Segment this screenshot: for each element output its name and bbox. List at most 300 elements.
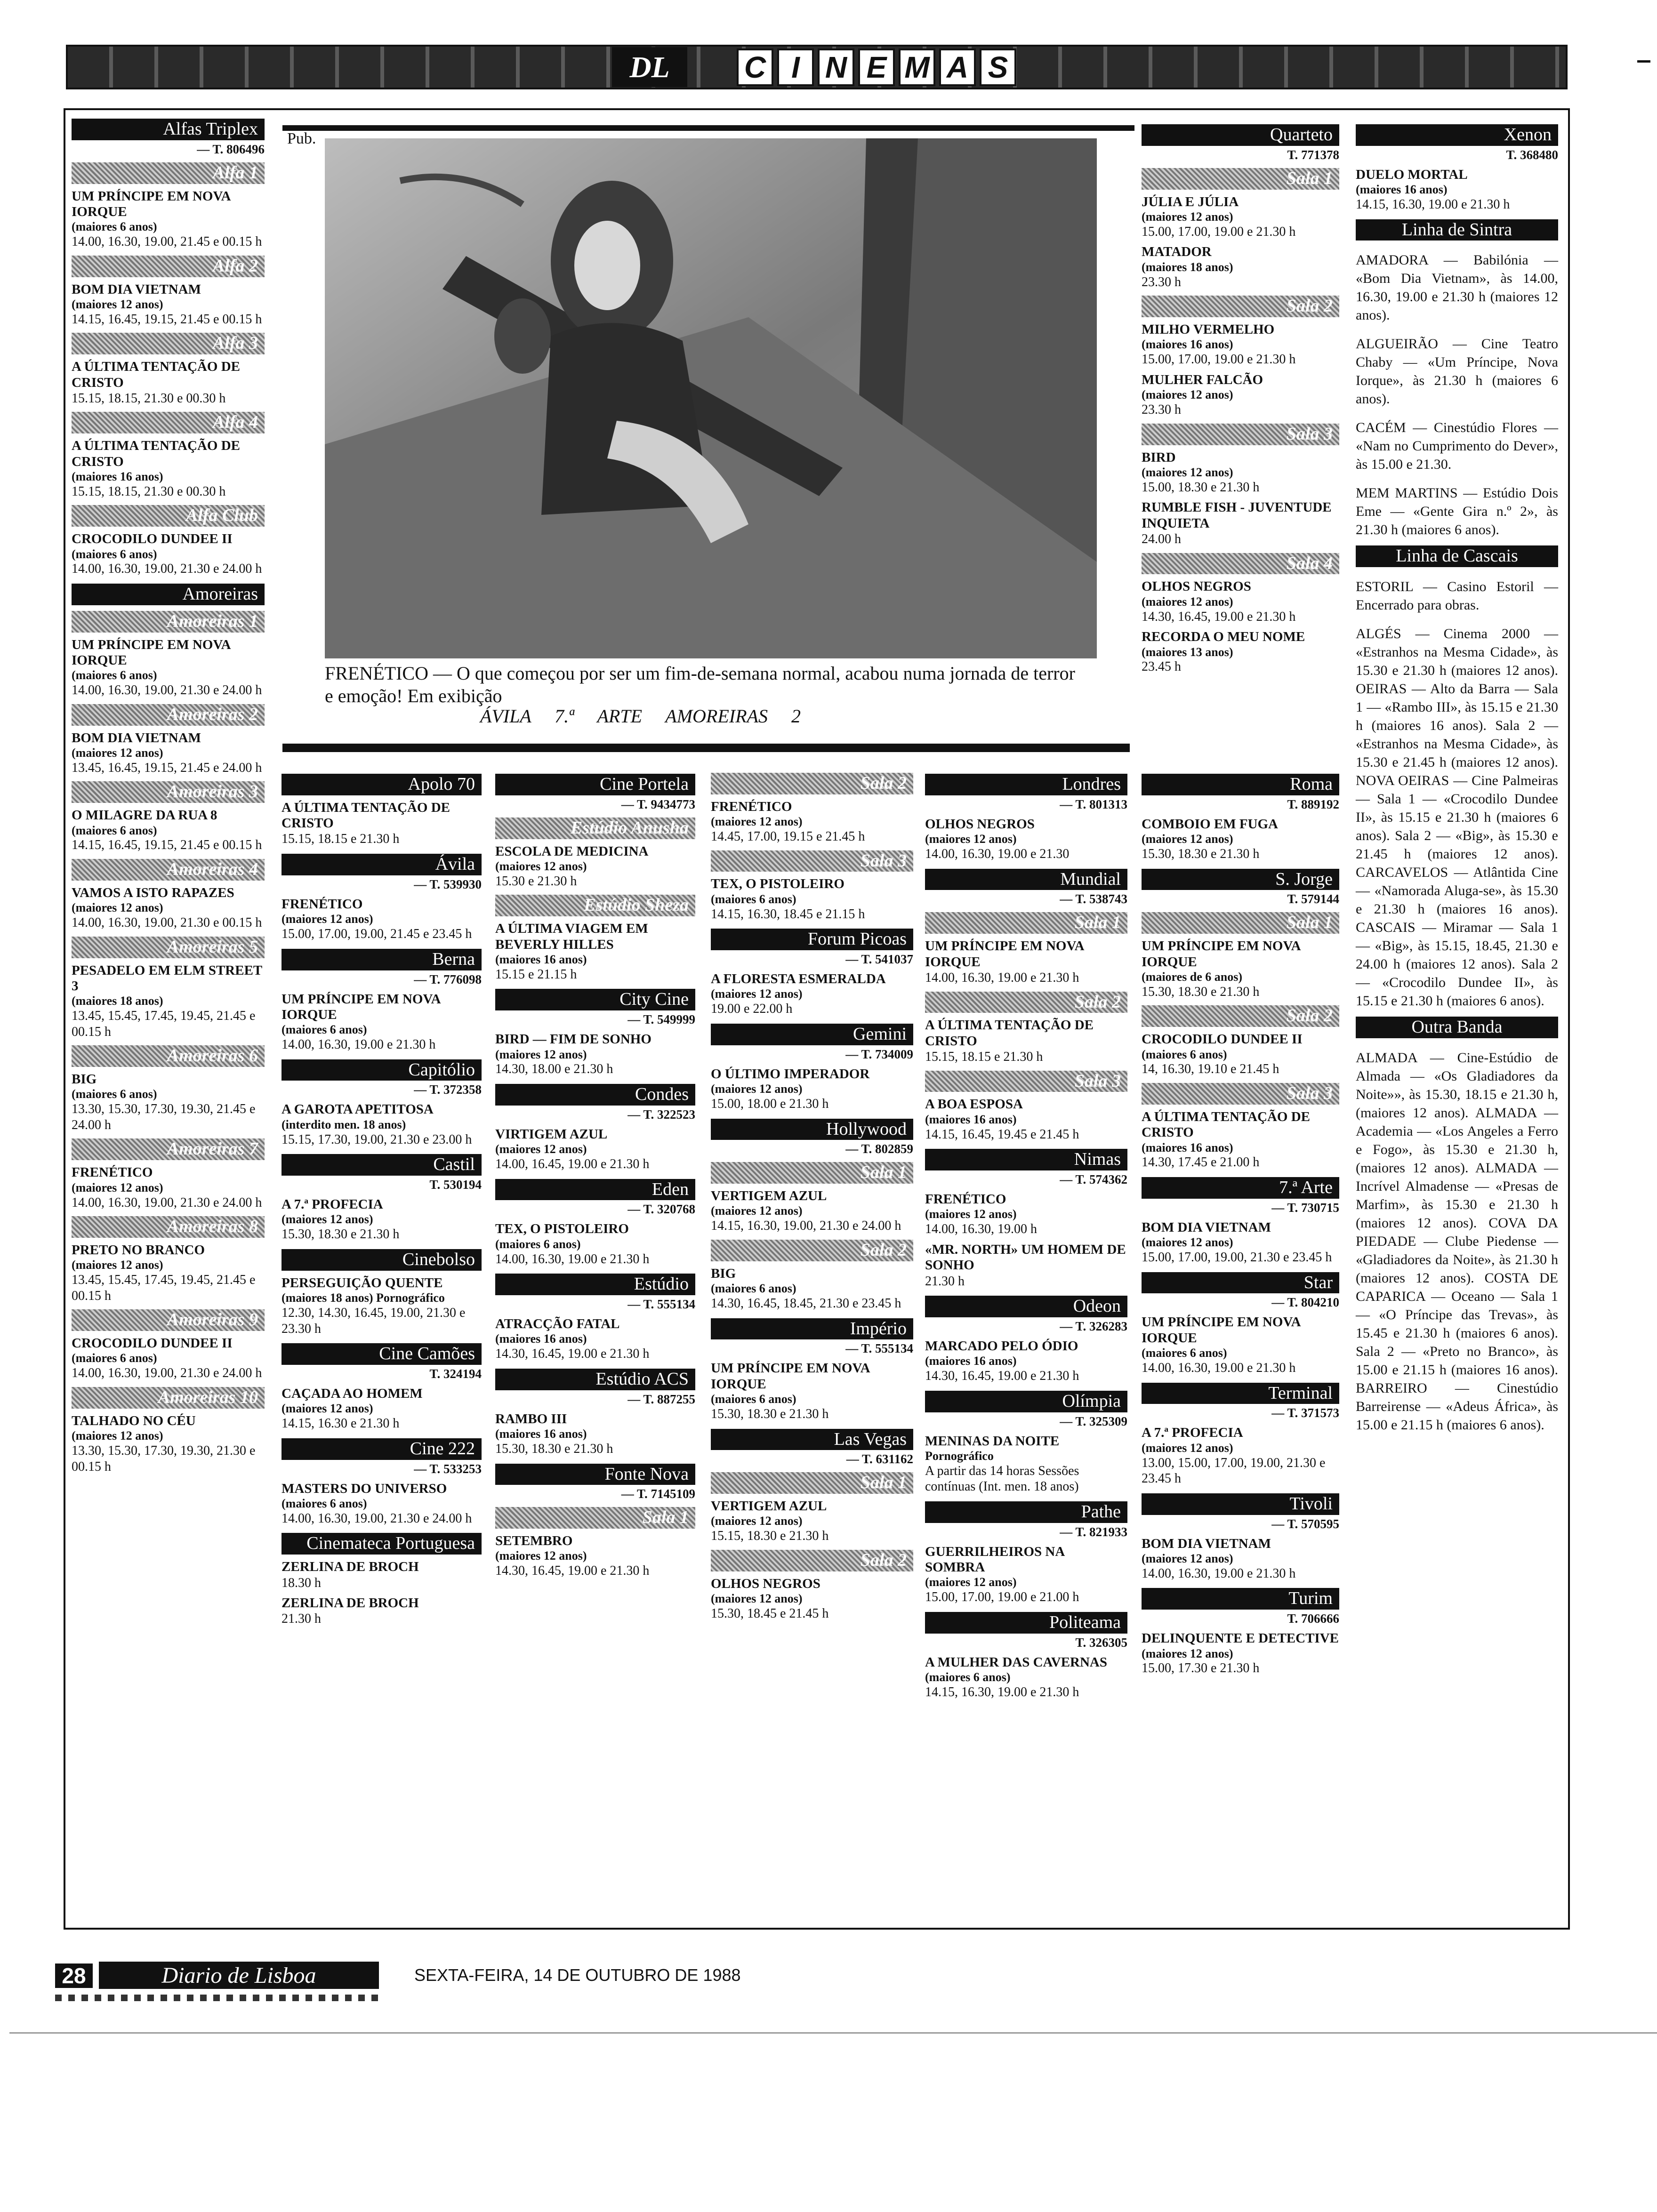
- film-times: 21.30 h: [925, 1274, 965, 1289]
- film-times: 15.15, 18.30 e 21.30 h: [711, 1529, 829, 1544]
- film-times: 14.15, 16.30, 18.45 e 21.15 h: [711, 906, 865, 922]
- film-title: TEX, O PISTOLEIRO: [495, 1221, 629, 1237]
- cinema-phone: — T. 806496: [197, 142, 265, 156]
- film-times: 23.45 h: [1142, 659, 1181, 674]
- film-times: 14.00, 16.30, 19.00 e 21.30 h: [925, 970, 1079, 985]
- cinema-header: Nimas: [925, 1149, 1127, 1170]
- film-entry: [925, 1192, 1127, 1237]
- film-times: 15.00, 17.00, 19.00 e 21.30 h: [1142, 352, 1296, 367]
- film-entry: [72, 438, 265, 499]
- film-title: VAMOS A ISTO RAPAZES: [72, 885, 234, 900]
- film-rating: (maiores 16 anos): [925, 1112, 1017, 1126]
- film-times: 15.30, 18.30 e 21.30 h: [1142, 847, 1260, 862]
- film-entry: [495, 1221, 695, 1267]
- film-entry: [1142, 629, 1339, 675]
- film-title: A FLORESTA ESMERALDA: [711, 971, 886, 987]
- cinema-header: Condes: [495, 1084, 695, 1106]
- cinema-header: Berna: [282, 949, 482, 970]
- film-title: CROCODILO DUNDEE II: [72, 1336, 233, 1351]
- film-rating: (maiores 6 anos): [72, 823, 157, 837]
- film-rating: (maiores 6 anos): [282, 1023, 367, 1037]
- film-rating: (maiores 12 anos): [925, 1575, 1017, 1589]
- film-entry: [282, 800, 482, 847]
- screen-header: Amoreiras 9: [72, 1309, 265, 1331]
- film-times: 14.15, 16.30, 19.00 e 21.30 h: [1356, 197, 1510, 212]
- film-entry: [72, 282, 265, 328]
- film-times: 15.00, 17.00, 19.00, 21.30 e 23.45 h: [1142, 1250, 1332, 1265]
- film-rating: (maiores 12 anos): [711, 1204, 803, 1218]
- title-letter: S: [980, 48, 1016, 86]
- cinema-header: City Cine: [495, 989, 695, 1010]
- film-rating: (maiores 12 anos): [1142, 1551, 1233, 1565]
- film-rating: (maiores 16 anos): [925, 1354, 1017, 1368]
- cinema-phone: — T. 538743: [1060, 892, 1127, 906]
- film-rating: (maiores 12 anos): [711, 1082, 803, 1096]
- film-times: 14.15, 16.45, 19.45 e 21.45 h: [925, 1127, 1079, 1142]
- region-header: Linha de Cascais: [1356, 545, 1558, 567]
- cinema-phone: — T. 7145109: [621, 1487, 695, 1501]
- film-title: UM PRÍNCIPE EM NOVA IORQUE: [72, 637, 230, 668]
- film-rating: (maiores 12 anos): [72, 297, 163, 311]
- column-5: [925, 767, 1127, 1700]
- film-times: 15.30, 18.30 e 21.30 h: [1142, 984, 1260, 999]
- film-times: 14.00, 16.30, 19.00 e 21.30 h: [282, 1037, 436, 1052]
- film-times: 12.30, 14.30, 16.45, 19.00, 21.30 e 23.30 h: [282, 1305, 466, 1336]
- cinema-phone: — T. 734009: [845, 1047, 913, 1061]
- film-title: A ÚLTIMA TENTAÇÃO DE CRISTO: [72, 359, 241, 390]
- film-rating: (maiores 12 anos): [72, 1429, 163, 1443]
- regional-listing: ALMADA — Cine-Estúdio de Almada — «Os Gladiadores da Noite»», às 15.30, 18.15 e 21.30 h, (maiores 12 anos). ALMADA — Academia — «Los Angeles a Ferro e Fogo», às 15.30 e 21.30 h, (maiores 12 anos). ALMADA — Incrível Almadense — «Presas de Marfim», às 15.30 e 21.30 h (maiores 12 anos). COVA DA PIEDADE — Clube Piedense — «Gladiadores da Noite», às 21.30 h (maiores 12 anos). COSTA DE CAPARICA — Oceano — Sala 1 — «O Príncipe das Trevas», às 15.45 e 21.30 h (maiores 6 anos). Sala 2 — «Preto no Branco», às 15.00 e 21.15 h (maiores 16 anos). BARREIRO — Cinestúdio Barreirense — «Adeus África», às 15.00 e 21.15 h (maiores 6 anos).: [1356, 1050, 1558, 1433]
- film-title: BIRD: [1142, 449, 1176, 465]
- film-rating: (maiores 12 anos): [1142, 209, 1233, 224]
- regional-listing: AMADORA — Babilónia — «Bom Dia Vietnam», às 14.00, 16.30, 19.00 e 21.30 h (maiores 12 anos).: [1356, 252, 1558, 323]
- cinema-phone: — T. 549999: [627, 1012, 695, 1027]
- film-rating: (maiores 12 anos): [282, 1402, 373, 1416]
- film-title: VERTIGEM AZUL: [711, 1499, 827, 1514]
- film-times: 14.30, 16.45, 19.00 e 21.30 h: [925, 1369, 1079, 1384]
- regional-listing: ALGUEIRÃO — Cine Teatro Chaby — «Um Príncipe, Nova Iorque», às 21.30 h (maiores 6 anos).: [1356, 336, 1558, 407]
- regional-listing: CACÉM — Cinestúdio Flores — «Nam no Cumprimento do Dever», às 15.00 e 21.30.: [1356, 420, 1558, 473]
- film-rating: (maiores 6 anos): [72, 1351, 157, 1365]
- cinema-phone: — T. 326283: [1060, 1319, 1127, 1333]
- cinema-header: Apolo 70: [282, 774, 482, 795]
- film-rating: (maiores 16 anos): [495, 952, 587, 966]
- cinema-phone: — T. 539930: [414, 877, 482, 891]
- film-rating: (maiores 6 anos): [495, 1237, 581, 1251]
- cinema-header: Cine 222: [282, 1438, 482, 1460]
- regional-listing: ALGÉS — Cinema 2000 — «Estranhos na Mesma Cidade», às 15.30 e 21.30 h (maiores 12 anos). OEIRAS — Alto da Barra — Sala 1 — «Rambo III», às 15.15 e 21.30 h (maiores 16 anos). Sala 2 — «Estranhos na Mesma Cidade», às 15.30 e 21.45 h (maiores 12 anos). NOVA OEIRAS — Cine Palmeiras — Sala 1 — «Crocodilo Dundee II», às 15.15 e 21.30 h (maiores 6 anos). Sala 2 — «Big», às 15.30 e 21.45 h (maiores 12 anos). CARCAVELOS — Atlântida Cine — «Namorada Aluga-se», às 15.30 e 21.30 h (maiores 16 anos). CASCAIS — Miramar — Sala 1 — «Big», às 15.15, 18.45, 21.30 e 24.00 h (maiores 12 anos). Sala 2 — «Crocodilo Dundee II», às 15.15 e 21.30 h (maiores 6 anos).: [1356, 626, 1558, 1009]
- film-rating: (maiores 12 anos): [925, 1207, 1017, 1221]
- cinema-phone: — T. 325309: [1060, 1414, 1127, 1428]
- film-title: MASTERS DO UNIVERSO: [282, 1481, 447, 1496]
- title-letter: E: [858, 48, 895, 86]
- film-title: VERTIGEM AZUL: [711, 1188, 827, 1204]
- film-rating: (maiores 12 anos): [711, 815, 803, 829]
- cinema-phone: T. 326305: [1075, 1635, 1127, 1650]
- film-entry: [711, 1499, 913, 1544]
- screen-header: Sala 2: [1142, 296, 1339, 317]
- film-times: 14.00, 16.30, 19.00, 21.30 e 24.00 h: [72, 1195, 262, 1210]
- screen-header: Amoreiras 7: [72, 1138, 265, 1160]
- bottom-rule: [9, 2032, 1657, 2034]
- section-title: [737, 48, 1020, 86]
- screen-header: Alfa 3: [72, 333, 265, 354]
- film-entry: [711, 1361, 913, 1422]
- film-times: 14.30, 18.00 e 21.30 h: [495, 1062, 613, 1077]
- film-title: A ÚLTIMA TENTAÇÃO DE CRISTO: [282, 800, 450, 831]
- film-rating: (maiores 6 anos): [711, 1392, 796, 1406]
- ad-bottom-rule: [282, 744, 1130, 752]
- film-title: A BOA ESPOSA: [925, 1097, 1023, 1112]
- film-entry: [72, 1242, 265, 1304]
- advertisement: [282, 123, 1134, 754]
- film-entry: [72, 1072, 265, 1133]
- film-title: PRETO NO BRANCO: [72, 1242, 205, 1258]
- cinema-phone: — T. 804210: [1271, 1295, 1339, 1310]
- cinema-phone: — T. 631162: [846, 1452, 913, 1467]
- film-title: UM PRÍNCIPE EM NOVA IORQUE: [282, 991, 440, 1022]
- cinema-header: Amoreiras: [72, 584, 265, 605]
- cinema-phone: T. 771378: [1287, 147, 1339, 162]
- film-rating: (interdito men. 18 anos): [282, 1117, 406, 1131]
- cinema-header: Odeon: [925, 1296, 1127, 1317]
- film-rating: (maiores 12 anos): [282, 912, 373, 926]
- ad-cinemas: ÁVILA 7.ª ARTE AMOREIRAS 2: [480, 705, 801, 727]
- film-entry: [925, 817, 1127, 862]
- film-entry: [1356, 167, 1558, 213]
- column-4: [711, 767, 913, 1622]
- film-rating: (maiores 12 anos): [72, 1258, 163, 1272]
- cinema-phone: — T. 887255: [627, 1392, 695, 1406]
- regional-listing: ESTORIL — Casino Estoril — Encerrado para obras.: [1356, 579, 1558, 613]
- cinema-phone: — T. 541037: [845, 952, 913, 967]
- film-title: MARCADO PELO ÓDIO: [925, 1338, 1078, 1354]
- cinema-phone: — T. 570595: [1271, 1516, 1339, 1531]
- cinema-header: Olímpia: [925, 1391, 1127, 1412]
- film-title: CROCODILO DUNDEE II: [72, 531, 233, 547]
- film-entry: [1142, 1631, 1339, 1676]
- film-title: ZERLINA DE BROCH: [282, 1559, 419, 1575]
- film-rating: (maiores 12 anos): [495, 1549, 587, 1563]
- film-entry: [925, 1097, 1127, 1142]
- cinema-phone: — T. 802859: [845, 1142, 913, 1156]
- film-times: 14.00, 16.30, 19.00, 21.30 e 24.00 h: [72, 1366, 262, 1381]
- screen-header: Sala 3: [925, 1071, 1127, 1092]
- film-title: UM PRÍNCIPE EM NOVA IORQUE: [1142, 938, 1300, 970]
- film-title: JÚLIA E JÚLIA: [1142, 194, 1239, 209]
- film-entry: [711, 876, 913, 922]
- cinema-phone: — T. 730715: [1271, 1200, 1339, 1215]
- cinema-phone: — T. 320768: [627, 1202, 695, 1217]
- film-title: BIRD — FIM DE SONHO: [495, 1032, 652, 1047]
- film-rating: (maiores 12 anos): [711, 1592, 803, 1606]
- film-title: FRENÉTICO: [72, 1165, 153, 1180]
- film-times: 14.30, 16.45, 19.00 e 21.30 h: [495, 1346, 650, 1362]
- title-letter: N: [818, 48, 854, 86]
- newspaper-name: Diario de Lisboa: [99, 1962, 379, 1989]
- film-title: A ÚLTIMA TENTAÇÃO DE CRISTO: [1142, 1109, 1311, 1140]
- screen-header: Sala 2: [711, 773, 913, 794]
- cinema-phone: — T. 555134: [627, 1297, 695, 1312]
- film-entry: [72, 730, 265, 776]
- film-times: 15.30, 18.30 e 21.30 h: [711, 1406, 829, 1421]
- cinema-header: Cine Portela: [495, 774, 695, 795]
- cinema-phone: — T. 801313: [1060, 797, 1127, 811]
- film-entry: [72, 1413, 265, 1475]
- film-times: 15.15, 17.30, 19.00, 21.30 e 23.00 h: [282, 1132, 472, 1147]
- footer-ornament: [55, 1995, 380, 2001]
- film-times: 15.30, 18.30 e 21.30 h: [495, 1441, 613, 1456]
- cinema-header: Cine Camões: [282, 1343, 482, 1365]
- screen-header: Estúdio Sheza: [495, 895, 695, 916]
- film-title: ATRACÇÃO FATAL: [495, 1316, 620, 1332]
- screen-header: Sala 2: [925, 992, 1127, 1013]
- film-entry: [282, 1595, 482, 1627]
- film-title: TALHADO NO CÉU: [72, 1413, 196, 1428]
- film-entry: [711, 971, 913, 1017]
- film-entry: [72, 808, 265, 853]
- cinema-header: Gemini: [711, 1024, 913, 1045]
- screen-header: Sala 1: [495, 1507, 695, 1529]
- screen-header: Sala 1: [711, 1162, 913, 1184]
- film-times: 14.00, 16.30, 19.00, 21.30 e 24.00 h: [72, 561, 262, 577]
- film-title: ZERLINA DE BROCH: [282, 1595, 419, 1611]
- cinema-header: Fonte Nova: [495, 1464, 695, 1485]
- film-entry: [711, 1266, 913, 1312]
- film-entry: [282, 992, 482, 1053]
- film-rating: (maiores 6 anos): [72, 547, 157, 561]
- film-title: BOM DIA VIETNAM: [72, 281, 201, 297]
- film-times: 14.00, 16.30, 19.00, 21.30 e 00.15 h: [72, 915, 262, 930]
- film-entry: [1142, 1220, 1339, 1266]
- cinema-header: Hollywood: [711, 1119, 913, 1140]
- film-times: 14.00, 16.30, 19.00, 21.30 e 24.00 h: [282, 1511, 472, 1526]
- film-entry: [711, 1576, 913, 1622]
- film-rating: (maiores 12 anos): [1142, 465, 1233, 479]
- film-entry: [495, 844, 695, 890]
- screen-header: Alfa Club: [72, 505, 265, 527]
- screen-header: Sala 3: [711, 850, 913, 872]
- film-entry: [1142, 1032, 1339, 1077]
- cinema-header: Quarteto: [1142, 124, 1339, 146]
- film-rating: (maiores 18 anos): [1142, 260, 1233, 274]
- film-title: BIG: [72, 1072, 97, 1087]
- screen-header: Alfa 2: [72, 256, 265, 277]
- film-entry: [1142, 1425, 1339, 1486]
- film-times: 19.00 e 22.00 h: [711, 1002, 793, 1017]
- film-title: UM PRÍNCIPE EM NOVA IORQUE: [711, 1361, 869, 1392]
- film-times: 24.00 h: [1142, 532, 1181, 547]
- screen-header: Sala 2: [1142, 1005, 1339, 1027]
- page-number: 28: [55, 1964, 93, 1988]
- film-title: A GAROTA APETITOSA: [282, 1102, 434, 1117]
- film-rating: (maiores 12 anos): [925, 832, 1017, 846]
- film-rating: (maiores 18 anos): [72, 994, 163, 1008]
- film-entry: [72, 359, 265, 406]
- title-letter: C: [737, 48, 773, 86]
- film-times: 13.30, 15.30, 17.30, 19.30, 21.30 e 00.15 h: [72, 1443, 256, 1474]
- film-rating: (maiores 6 anos): [282, 1496, 367, 1510]
- film-title: A 7.ª PROFECIA: [1142, 1425, 1243, 1441]
- film-entry: [1142, 194, 1339, 240]
- film-times: 13.45, 16.45, 19.15, 21.45 e 24.00 h: [72, 760, 262, 775]
- film-rating: (maiores 16 anos): [1356, 183, 1448, 197]
- screen-header: Estúdio Anusha: [495, 817, 695, 839]
- cinema-header: Politeama: [925, 1612, 1127, 1634]
- film-title: VIRTIGEM AZUL: [495, 1126, 608, 1142]
- film-entry: [495, 1127, 695, 1172]
- film-title: BIG: [711, 1266, 736, 1281]
- cinema-phone: T. 579144: [1287, 892, 1339, 906]
- film-rating: (maiores 12 anos): [495, 1047, 587, 1061]
- film-entry: [282, 1197, 482, 1242]
- film-rating: (maiores 13 anos): [1142, 645, 1233, 659]
- cinema-header: Capitólio: [282, 1059, 482, 1081]
- film-times: 13.30, 15.30, 17.30, 19.30, 21.45 e 24.00 h: [72, 1102, 256, 1132]
- film-rating: (maiores 6 anos): [925, 1670, 1011, 1684]
- film-times: 18.30 h: [282, 1575, 321, 1590]
- cinema-phone: — T. 322523: [627, 1107, 695, 1122]
- film-entry: [282, 1386, 482, 1432]
- film-entry: [72, 189, 265, 250]
- film-title: A ÚLTIMA TENTAÇÃO DE CRISTO: [925, 1018, 1094, 1049]
- title-letter: I: [777, 48, 814, 86]
- film-entry: [1142, 1109, 1339, 1170]
- film-rating: (maiores 12 anos): [1142, 1646, 1233, 1660]
- film-entry: [1142, 817, 1339, 862]
- film-entry: [495, 1411, 695, 1457]
- cinema-header: Cinebolso: [282, 1249, 482, 1271]
- film-title: CROCODILO DUNDEE II: [1142, 1032, 1303, 1047]
- film-entry: [72, 637, 265, 698]
- issue-date: SEXTA-FEIRA, 14 DE OUTUBRO DE 1988: [414, 1965, 741, 1985]
- film-rating: (maiores 12 anos): [495, 1142, 587, 1156]
- screen-header: Amoreiras 6: [72, 1045, 265, 1067]
- film-times: 15.15 e 21.15 h: [495, 967, 577, 982]
- film-times: 14.00, 16.30, 19.00, 21.30 e 24.00 h: [72, 683, 262, 698]
- cinema-header: Terminal: [1142, 1383, 1339, 1404]
- cinema-header: Estúdio ACS: [495, 1369, 695, 1390]
- cinema-phone: — T. 821933: [1060, 1524, 1127, 1539]
- film-entry: [1142, 938, 1339, 1000]
- film-title: SETEMBRO: [495, 1533, 573, 1549]
- cinema-header: Eden: [495, 1179, 695, 1201]
- film-rating: (maiores 12 anos): [1142, 594, 1233, 609]
- film-title: GUERRILHEIROS NA SOMBRA: [925, 1544, 1064, 1575]
- film-title: A MULHER DAS CAVERNAS: [925, 1654, 1107, 1670]
- screen-header: Amoreiras 2: [72, 704, 265, 726]
- film-times: 15.00, 17.00, 19.00 e 21.00 h: [925, 1590, 1079, 1605]
- film-times: 15.15, 18.15, 21.30 e 00.30 h: [72, 484, 226, 499]
- film-entry: [282, 1559, 482, 1591]
- screen-header: Amoreiras 1: [72, 611, 265, 633]
- film-times: 14.15, 16.30, 19.00, 21.30 e 24.00 h: [711, 1218, 901, 1234]
- film-times: 23.30 h: [1142, 402, 1181, 417]
- film-times: 13.45, 15.45, 17.45, 19.45, 21.45 e 00.15 h: [72, 1009, 256, 1039]
- film-title: PESADELO EM ELM STREET 3: [72, 962, 262, 994]
- screen-header: Sala 1: [711, 1472, 913, 1494]
- margin-mark: [1637, 60, 1650, 63]
- cinema-header: Castil: [282, 1154, 482, 1176]
- film-rating: (maiores 12 anos): [711, 987, 803, 1001]
- film-title: RAMBO III: [495, 1411, 567, 1427]
- film-times: 15.00, 18.30 e 21.30 h: [1142, 480, 1260, 495]
- film-rating: (maiores 6 anos): [1142, 1047, 1227, 1061]
- film-entry: [1142, 500, 1339, 547]
- film-rating: (maiores 6 anos): [72, 220, 157, 234]
- film-entry: [72, 1336, 265, 1381]
- column-6-top: [1142, 118, 1339, 675]
- film-title: DUELO MORTAL: [1356, 167, 1468, 182]
- film-title: FRENÉTICO: [711, 799, 792, 814]
- film-title: A ÚLTIMA VIAGEM EM BEVERLY HILLES: [495, 921, 648, 952]
- screen-header: Sala 2: [711, 1240, 913, 1261]
- cinema-header: Pathe: [925, 1501, 1127, 1523]
- film-times: 14.00, 16.30, 19.00 e 21.30 h: [495, 1251, 650, 1266]
- film-times: 13.45, 15.45, 17.45, 19.45, 21.45 e 00.15 h: [72, 1273, 256, 1303]
- film-times: 14.30, 16.45, 19.00 e 21.30 h: [1142, 609, 1296, 624]
- film-title: BOM DIA VIETNAM: [1142, 1219, 1271, 1235]
- film-entry: [1142, 450, 1339, 496]
- film-rating: (maiores 12 anos): [72, 745, 163, 760]
- region-header: Outra Banda: [1356, 1017, 1558, 1038]
- screen-header: Amoreiras 3: [72, 781, 265, 803]
- film-title: OLHOS NEGROS: [711, 1576, 820, 1591]
- film-times: 14, 16.30, 19.10 e 21.45 h: [1142, 1062, 1279, 1077]
- film-title: UM PRÍNCIPE EM NOVA IORQUE: [72, 188, 230, 219]
- column-7: [1356, 118, 1558, 1434]
- film-title: ESCOLA DE MEDICINA: [495, 843, 649, 859]
- film-entry: [495, 1533, 695, 1579]
- title-letter: M: [899, 48, 935, 86]
- screen-header: Sala 2: [711, 1550, 913, 1571]
- cinema-phone: — T. 776098: [414, 972, 482, 986]
- film-rating: (maiores 16 anos): [495, 1332, 587, 1346]
- film-entry: [925, 1242, 1127, 1289]
- film-rating: (maiores de 6 anos): [1142, 970, 1243, 984]
- film-entry: [72, 963, 265, 1040]
- film-title: CAÇADA AO HOMEM: [282, 1386, 423, 1401]
- film-title: COMBOIO EM FUGA: [1142, 816, 1278, 832]
- film-title: RECORDA O MEU NOME: [1142, 629, 1305, 645]
- film-title: O MILAGRE DA RUA 8: [72, 808, 217, 823]
- film-rating: Pornográfico: [925, 1449, 994, 1463]
- ad-pub-label: Pub.: [287, 130, 316, 147]
- cinema-header: Império: [711, 1318, 913, 1340]
- film-title: RUMBLE FISH - JUVENTUDE INQUIETA: [1142, 500, 1332, 531]
- film-entry: [1142, 1536, 1339, 1582]
- film-times: 14.15, 16.30 e 21.30 h: [282, 1416, 400, 1431]
- cinema-phone: T. 530194: [429, 1178, 482, 1192]
- film-entry: [711, 1188, 913, 1234]
- cinema-header: Roma: [1142, 774, 1339, 795]
- cinema-phone: T. 368480: [1506, 147, 1558, 162]
- cinema-phone: — T. 9434773: [621, 797, 695, 811]
- screen-header: Sala 1: [1142, 168, 1339, 190]
- film-times: 15.30, 18.45 e 21.45 h: [711, 1606, 829, 1621]
- film-times: 14.00, 16.30, 19.00, 21.45 e 00.15 h: [72, 234, 262, 249]
- film-entry: [1142, 322, 1339, 368]
- film-entry: [925, 1544, 1127, 1605]
- film-entry: [925, 1655, 1127, 1700]
- cinema-phone: T. 889192: [1287, 797, 1339, 811]
- film-entry: [711, 1066, 913, 1112]
- ad-caption: FRENÉTICO — O que começou por ser um fim-de-semana normal, acabou numa jornada de terror e emoção! Em exibição: [325, 663, 1075, 706]
- cinema-header: S. Jorge: [1142, 869, 1339, 890]
- screen-header: Sala 4: [1142, 553, 1339, 575]
- film-times: 14.15, 16.45, 19.15, 21.45 e 00.15 h: [72, 838, 262, 853]
- film-times: 14.30, 16.45, 19.00 e 21.30 h: [495, 1563, 650, 1579]
